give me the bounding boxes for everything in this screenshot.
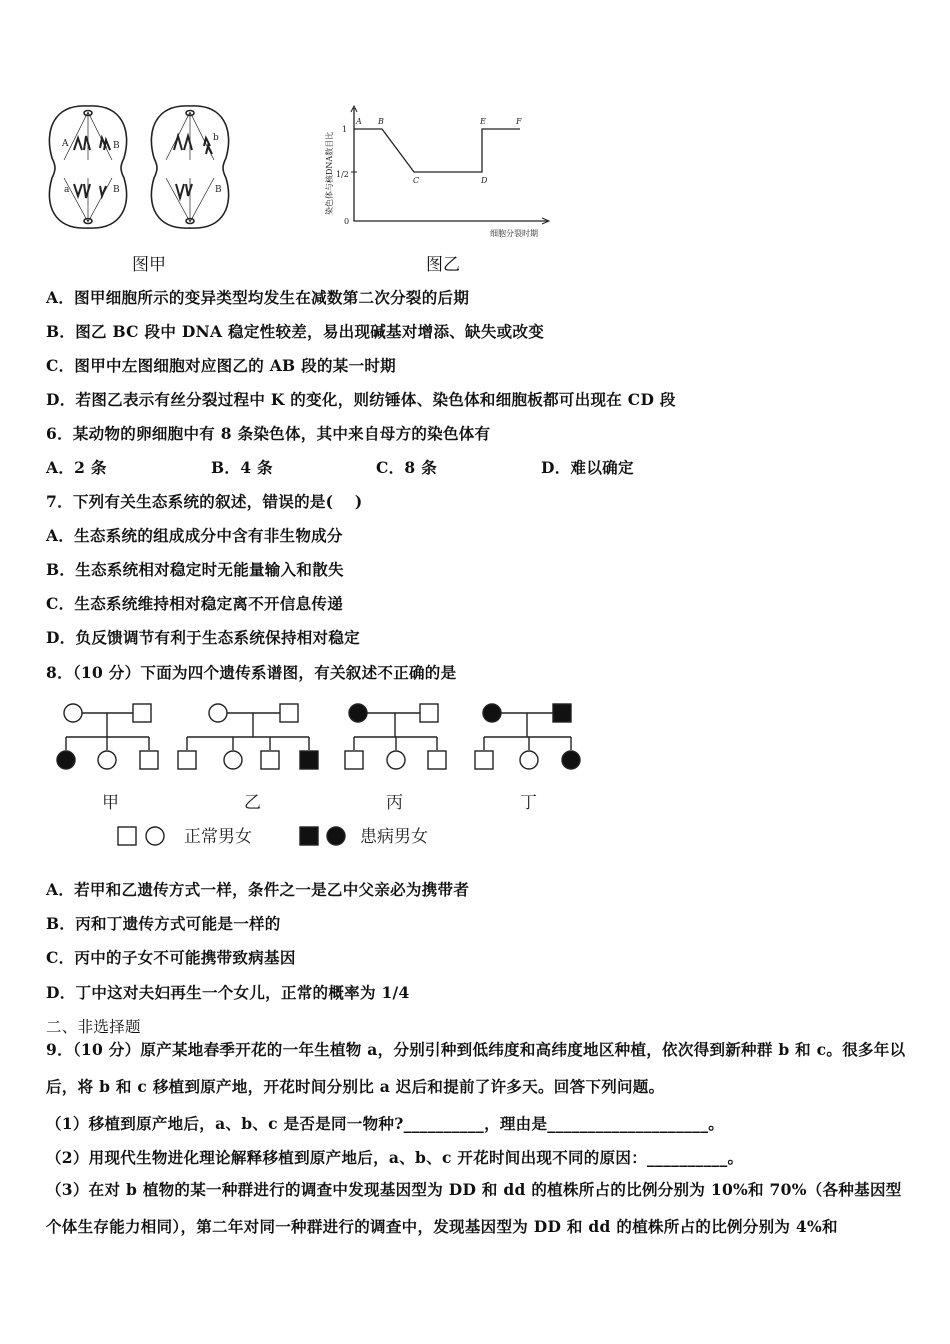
pedigree-female-normal [209, 704, 227, 722]
graph-ylabel: 染色体与核DNA数目比 [325, 131, 334, 215]
pedigree-female-affected [483, 704, 501, 722]
q5-option-b: B．图乙 BC 段中 DNA 稳定性较差，易出现碱基对增添、缺失或改变 [46, 322, 545, 341]
q7-stem: 7．下列有关生态系统的叙述，错误的是( ) [46, 492, 363, 511]
legend-female-affected [327, 827, 345, 845]
figure-yi-graph [318, 100, 563, 240]
graph-xlabel: 细胞分裂时期 [490, 229, 538, 238]
q6-option-b: B．4 条 [211, 458, 273, 477]
graph-tick: 0 [344, 217, 350, 226]
pedigree-female-normal [520, 751, 538, 769]
q6-option-d: D．难以确定 [541, 458, 634, 477]
q6-option-a: A．2 条 [46, 458, 107, 477]
graph-tick: 1 [342, 125, 348, 134]
legend-female-normal [146, 827, 164, 845]
q9-part-3: （3）在对 b 植物的某一种群进行的调查中发现基因型为 DD 和 dd 的植株所占的比例分别为 10%和 70%（各种基因型个体生存能力相同），第二年对同一种群进行的调查中，发现基因型为 DD 和 dd 的植株所占的比例分别为 4%和 [46, 1180, 902, 1236]
pedigree-male-normal [345, 751, 363, 769]
cell-label: a [64, 185, 70, 195]
pedigree-male-normal [261, 751, 279, 769]
pedigree-male-normal [140, 751, 158, 769]
pedigree-male-affected [300, 751, 318, 769]
pedigree-figure [46, 695, 586, 855]
legend-normal-label: 正常男女 [184, 827, 252, 847]
graph-tick: 1/2 [336, 170, 349, 179]
q7-option-b: B．生态系统相对稳定时无能量输入和散失 [46, 560, 344, 579]
pedigree-female-normal [224, 751, 242, 769]
graph-point-label: C [413, 176, 420, 185]
q9-stem: 9．（10 分）原产某地春季开花的一年生植物 a，分别引种到低纬度和高纬度地区种植，依次得到新种群 b 和 c。很多年以后，将 b 和 c 移植到原产地，开花时间分别比 a 迟后和提前了许多天。回答下列问题。 [46, 1040, 906, 1096]
pedigree-male-normal [133, 704, 151, 722]
q6-option-c: C．8 条 [376, 458, 438, 477]
q5-option-a: A．图甲细胞所示的变异类型均发生在减数第二次分裂的后期 [46, 288, 470, 307]
legend-male-normal [118, 827, 136, 845]
pedigree-male-normal [178, 751, 196, 769]
q9-part-1: （1）移植到原产地后，a、b、c 是否是同一物种?__________，理由是____________________。 [46, 1114, 725, 1133]
pedigree-name: 甲 [102, 793, 119, 813]
pedigree-female-affected [57, 751, 75, 769]
pedigree-name: 乙 [244, 793, 261, 813]
pedigree-name: 丁 [520, 793, 537, 813]
graph-point-label: A [356, 117, 362, 126]
cell-label: B [113, 185, 120, 195]
q7-option-a: A．生态系统的组成成分中含有非生物成分 [46, 526, 343, 545]
section-heading: 二、非选择题 [46, 1018, 141, 1036]
legend-male-affected [300, 827, 318, 845]
pedigree-male-affected [553, 704, 571, 722]
cell-label: b [213, 133, 219, 143]
q8-option-c: C．丙中的子女不可能携带致病基因 [46, 948, 296, 967]
pedigree-female-affected [562, 751, 580, 769]
q5-option-d: D．若图乙表示有丝分裂过程中 K 的变化，则纺锤体、染色体和细胞板都可出现在 CD 段 [46, 390, 676, 409]
fig-jia-caption: 图甲 [132, 255, 166, 275]
q8-option-b: B．丙和丁遗传方式可能是一样的 [46, 914, 281, 933]
fig-yi-caption: 图乙 [426, 255, 460, 275]
figure-jia-cells [40, 100, 240, 235]
cell-label: A [62, 139, 69, 149]
legend-affected-label: 患病男女 [360, 827, 428, 847]
pedigree-male-normal [428, 751, 446, 769]
pedigree-female-affected [349, 704, 367, 722]
q8-option-d: D．丁中这对夫妇再生一个女儿，正常的概率为 1/4 [46, 983, 410, 1002]
cell-label: B [215, 185, 222, 195]
q5-option-c: C．图甲中左图细胞对应图乙的 AB 段的某一时期 [46, 356, 396, 375]
pedigree-male-normal [475, 751, 493, 769]
q8-option-a: A．若甲和乙遗传方式一样，条件之一是乙中父亲必为携带者 [46, 880, 470, 899]
graph-point-label: F [516, 117, 522, 126]
q7-option-d: D．负反馈调节有利于生态系统保持相对稳定 [46, 628, 360, 647]
cell-label: B [113, 141, 120, 151]
q9-part-2: （2）用现代生物进化理论解释移植到原产地后，a、b、c 开花时间出现不同的原因：__________。 [46, 1148, 744, 1167]
graph-point-label: D [481, 176, 488, 185]
graph-point-label: E [480, 117, 486, 126]
pedigree-male-normal [420, 704, 438, 722]
q7-option-c: C．生态系统维持相对稳定离不开信息传递 [46, 594, 344, 613]
pedigree-female-normal [64, 704, 82, 722]
q8-stem: 8．（10 分）下面为四个遗传系谱图，有关叙述不正确的是 [46, 663, 457, 682]
pedigree-name: 丙 [386, 793, 403, 813]
pedigree-male-normal [280, 704, 298, 722]
pedigree-female-normal [387, 751, 405, 769]
pedigree-female-normal [98, 751, 116, 769]
graph-point-label: B [378, 117, 384, 126]
q6-stem: 6．某动物的卵细胞中有 8 条染色体，其中来自母方的染色体有 [46, 424, 491, 443]
